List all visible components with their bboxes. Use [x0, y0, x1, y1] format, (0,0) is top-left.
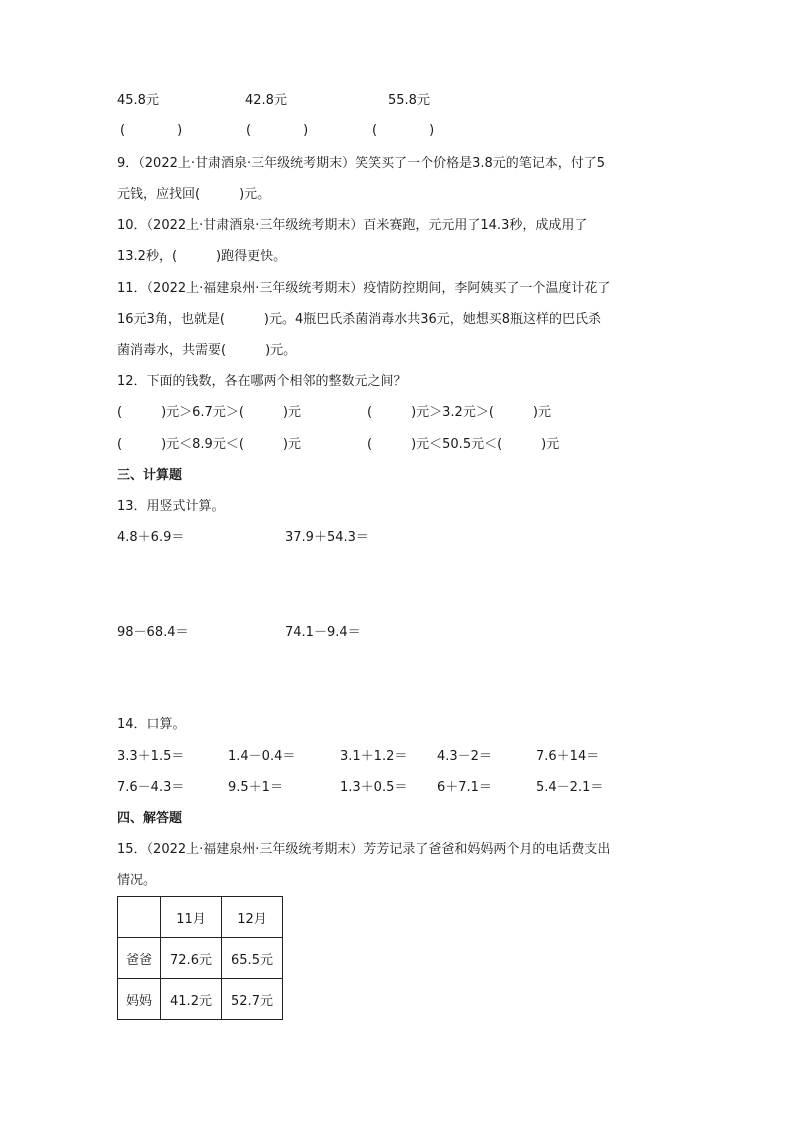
table-cell: 65.5元: [222, 938, 283, 979]
q13-title: 13．用竖式计算。: [117, 499, 225, 514]
q11-line2: 16元3角，也就是( )元。4瓶巴氏杀菌消毒水共36元，她想买8瓶这样的巴氏杀: [117, 312, 602, 327]
q14-row1-item: 1.4－0.4＝: [228, 749, 296, 764]
table-row-label: 妈妈: [118, 979, 161, 1020]
table-row-label: 爸爸: [118, 938, 161, 979]
q12-item-3: ( )元＜8.9元＜( )元: [117, 437, 301, 452]
q14-row1-item: 3.3＋1.5＝: [117, 749, 185, 764]
price-2: 42.8元: [245, 93, 287, 108]
q13-item-3: 98－68.4＝: [117, 625, 189, 640]
table-cell: 41.2元: [161, 979, 222, 1020]
q14-row2-item: 5.4－2.1＝: [536, 780, 604, 795]
q12-item-1: ( )元＞6.7元＞( )元: [117, 405, 301, 420]
q12-item-2: ( )元＞3.2元＞( )元: [367, 405, 551, 420]
table-row: [118, 938, 283, 979]
price-3: 55.8元: [388, 93, 430, 108]
q10-line1: 10．（2022上·甘肃酒泉·三年级统考期末）百米赛跑，元元用了14.3秒，成成用了: [117, 218, 588, 233]
q14-row1-item: 4.3－2＝: [437, 749, 492, 764]
table-header-cell: 12月: [222, 897, 283, 938]
table-cell: 72.6元: [161, 938, 222, 979]
q14-row2-item: 7.6－4.3＝: [117, 780, 185, 795]
price-1: 45.8元: [117, 93, 159, 108]
answer-blank-1: ( ): [120, 123, 183, 138]
section-4-heading: 四、解答题: [117, 811, 183, 826]
q14-row1-item: 7.6＋14＝: [536, 749, 600, 764]
q15-line1: 15．（2022上·福建泉州·三年级统考期末）芳芳记录了爸爸和妈妈两个月的电话费支出: [117, 842, 611, 857]
q14-row2-item: 9.5＋1＝: [228, 780, 283, 795]
table-corner-cell: [118, 897, 161, 938]
phone-fee-table: [117, 896, 283, 1020]
q11-line3: 菌消毒水，共需要( )元。: [117, 343, 297, 358]
q11-line1: 11．（2022上·福建泉州·三年级统考期末）疫情防控期间，李阿姨买了一个温度计花了: [117, 281, 611, 296]
table-header-cell: 11月: [161, 897, 222, 938]
q13-item-1: 4.8＋6.9＝: [117, 530, 185, 545]
table-row: [118, 979, 283, 1020]
q9-line1: 9．（2022上·甘肃酒泉·三年级统考期末）笑笑买了一个价格是3.8元的笔记本，付了5: [117, 156, 606, 171]
q15-line2: 情况。: [117, 873, 157, 888]
q9-line2: 元钱，应找回( )元。: [117, 187, 271, 202]
q14-row2-item: 1.3＋0.5＝: [340, 780, 408, 795]
q14-title: 14．口算。: [117, 717, 186, 732]
section-3-heading: 三、计算题: [117, 468, 183, 483]
q14-row1-item: 3.1＋1.2＝: [340, 749, 408, 764]
answer-blank-2: ( ): [246, 123, 309, 138]
q12-item-4: ( )元＜50.5元＜( )元: [367, 437, 560, 452]
q14-row2-item: 6＋7.1＝: [437, 780, 492, 795]
table-cell: 52.7元: [222, 979, 283, 1020]
q13-item-4: 74.1－9.4＝: [285, 625, 361, 640]
answer-blank-3: ( ): [372, 123, 435, 138]
table-header-row: [118, 897, 283, 938]
q13-item-2: 37.9＋54.3＝: [285, 530, 369, 545]
q12-title: 12．下面的钱数，各在哪两个相邻的整数元之间？: [117, 374, 407, 389]
q10-line2: 13.2秒，( )跑得更快。: [117, 249, 287, 264]
